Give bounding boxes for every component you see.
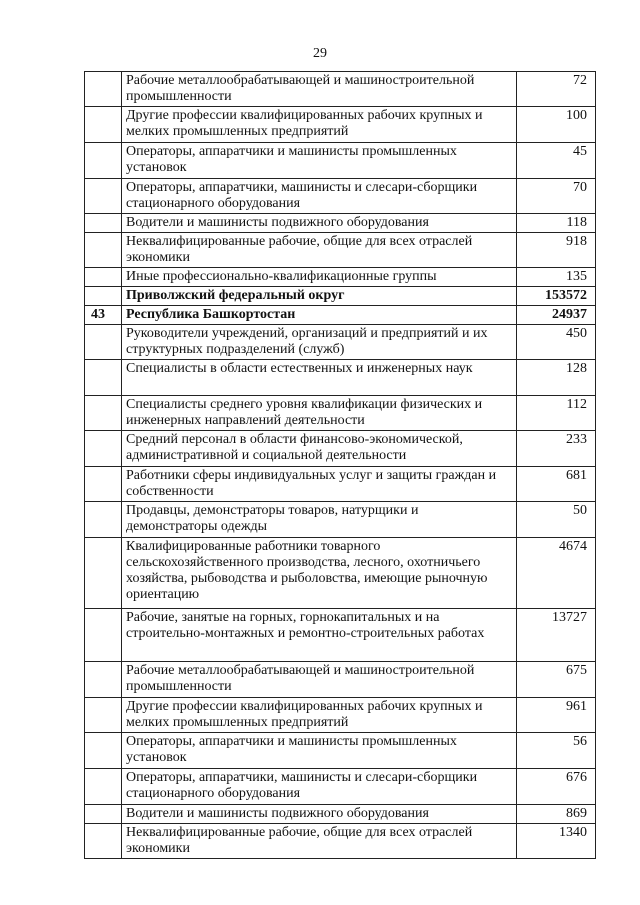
table-row <box>85 431 596 467</box>
row-number <box>85 538 122 609</box>
occupation-name: Другие профессии квалифицированных рабочих крупных и мелких промышленных предприятий <box>122 107 517 143</box>
occupation-name: Руководители учреждений, организаций и предприятий и их структурных подразделений (служб) <box>122 325 517 360</box>
table-row <box>85 769 596 805</box>
row-number <box>85 502 122 538</box>
occupation-name: Неквалифицированные рабочие, общие для всех отраслей экономики <box>122 824 517 859</box>
occupation-name: Средний персонал в области финансово-экономической, административной и социальной деятельности <box>122 431 517 467</box>
row-number <box>85 268 122 287</box>
row-number <box>85 431 122 467</box>
row-number <box>85 609 122 662</box>
occupation-count: 72 <box>517 72 596 107</box>
occupation-count: 24937 <box>517 306 596 325</box>
table-row <box>85 538 596 609</box>
occupation-count: 676 <box>517 769 596 805</box>
table-row <box>85 733 596 769</box>
table-row <box>85 287 596 306</box>
occupation-count: 70 <box>517 179 596 214</box>
occupation-count: 112 <box>517 396 596 431</box>
row-number <box>85 396 122 431</box>
occupation-name: Рабочие, занятые на горных, горнокапитальных и на строительно-монтажных и ремонтно-строительных работах <box>122 609 517 662</box>
page-number: 29 <box>313 46 327 61</box>
table-row <box>85 824 596 859</box>
occupation-name: Операторы, аппаратчики, машинисты и слесари-сборщики стационарного оборудования <box>122 179 517 214</box>
table-row <box>85 214 596 233</box>
occupation-count: 681 <box>517 467 596 502</box>
occupation-name: Иные профессионально-квалификационные группы <box>122 268 517 287</box>
table-row <box>85 107 596 143</box>
table-row <box>85 396 596 431</box>
table-row <box>85 502 596 538</box>
occupation-count: 869 <box>517 805 596 824</box>
table-row <box>85 360 596 396</box>
occupation-name: Операторы, аппаратчики и машинисты промышленных установок <box>122 733 517 769</box>
row-number <box>85 824 122 859</box>
row-number <box>85 769 122 805</box>
row-number <box>85 72 122 107</box>
table-row <box>85 306 596 325</box>
table-row <box>85 233 596 268</box>
table-row <box>85 268 596 287</box>
occupation-count: 50 <box>517 502 596 538</box>
occupation-table <box>84 71 596 859</box>
occupation-count: 128 <box>517 360 596 396</box>
table-row <box>85 467 596 502</box>
row-number <box>85 287 122 306</box>
occupation-count: 56 <box>517 733 596 769</box>
occupation-name: Операторы, аппаратчики, машинисты и слесари-сборщики стационарного оборудования <box>122 769 517 805</box>
occupation-count: 135 <box>517 268 596 287</box>
occupation-name: Рабочие металлообрабатывающей и машиностроительной промышленности <box>122 72 517 107</box>
table-row <box>85 662 596 698</box>
occupation-name: Специалисты в области естественных и инженерных наук <box>122 360 517 396</box>
occupation-count: 450 <box>517 325 596 360</box>
occupation-name: Приволжский федеральный округ <box>122 287 517 306</box>
row-number <box>85 698 122 733</box>
occupation-name: Водители и машинисты подвижного оборудования <box>122 805 517 824</box>
table-row <box>85 609 596 662</box>
occupation-count: 675 <box>517 662 596 698</box>
row-number: 43 <box>85 306 122 325</box>
occupation-count: 1340 <box>517 824 596 859</box>
occupation-name: Квалифицированные работники товарного сельскохозяйственного производства, лесного, охотничьего хозяйства, рыбоводства и рыболовства, имеющие рыночную ориентацию <box>122 538 517 609</box>
row-number <box>85 143 122 179</box>
occupation-name: Специалисты среднего уровня квалификации физических и инженерных направлений деятельности <box>122 396 517 431</box>
occupation-name: Рабочие металлообрабатывающей и машиностроительной промышленности <box>122 662 517 698</box>
row-number <box>85 805 122 824</box>
row-number <box>85 733 122 769</box>
occupation-count: 153572 <box>517 287 596 306</box>
occupation-name: Неквалифицированные рабочие, общие для всех отраслей экономики <box>122 233 517 268</box>
row-number <box>85 233 122 268</box>
row-number <box>85 467 122 502</box>
occupation-count: 4674 <box>517 538 596 609</box>
occupation-count: 918 <box>517 233 596 268</box>
table-row <box>85 325 596 360</box>
row-number <box>85 325 122 360</box>
row-number <box>85 214 122 233</box>
table-body <box>85 72 596 859</box>
occupation-count: 961 <box>517 698 596 733</box>
occupation-name: Другие профессии квалифицированных рабочих крупных и мелких промышленных предприятий <box>122 698 517 733</box>
occupation-count: 100 <box>517 107 596 143</box>
table-row <box>85 698 596 733</box>
row-number <box>85 360 122 396</box>
occupation-count: 45 <box>517 143 596 179</box>
row-number <box>85 662 122 698</box>
row-number <box>85 179 122 214</box>
occupation-count: 13727 <box>517 609 596 662</box>
table-row <box>85 72 596 107</box>
occupation-name: Продавцы, демонстраторы товаров, натурщики и демонстраторы одежды <box>122 502 517 538</box>
occupation-count: 233 <box>517 431 596 467</box>
occupation-name: Работники сферы индивидуальных услуг и защиты граждан и собственности <box>122 467 517 502</box>
table-row <box>85 143 596 179</box>
table-row <box>85 179 596 214</box>
table-row <box>85 805 596 824</box>
occupation-name: Республика Башкортостан <box>122 306 517 325</box>
occupation-count: 118 <box>517 214 596 233</box>
row-number <box>85 107 122 143</box>
occupation-name: Водители и машинисты подвижного оборудования <box>122 214 517 233</box>
occupation-name: Операторы, аппаратчики и машинисты промышленных установок <box>122 143 517 179</box>
